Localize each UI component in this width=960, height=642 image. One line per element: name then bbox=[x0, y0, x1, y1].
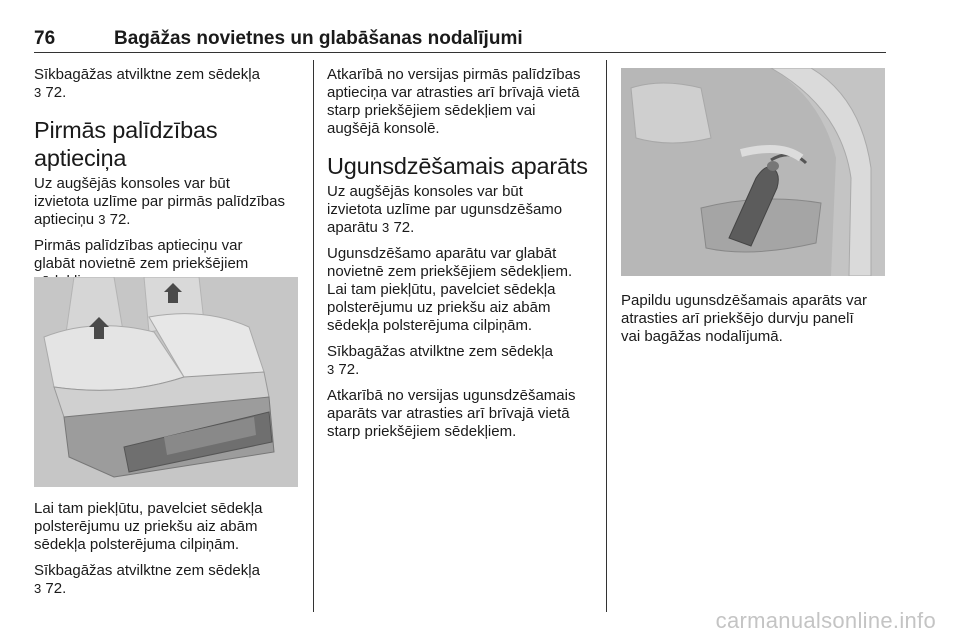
page-reference[interactable]: 72. bbox=[393, 219, 415, 236]
paragraph-extinguisher-label: Uz augšējās konsoles var būt izvietota uzlīme par ugunsdzēšamo aparātu 3 72. bbox=[327, 183, 563, 236]
figure-door-extinguisher bbox=[621, 68, 885, 276]
page-reference-icon: 3 bbox=[34, 581, 42, 596]
page-reference[interactable]: 72. bbox=[45, 580, 67, 597]
page-reference-icon: 3 bbox=[382, 220, 390, 235]
paragraph-storage-ref-2: Sīkbagāžas atvilktne zem sēdekļa 3 72. bbox=[34, 562, 260, 597]
paragraph-access-seat: Lai tam piekļūtu, pavelciet sēdekļa polsterējumu uz priekšu aiz abām sēdekļa polsterējuma cilpiņām. bbox=[34, 500, 263, 553]
seat-illustration bbox=[34, 277, 298, 487]
paragraph-extinguisher-storage: Ugunsdzēšamo aparātu var glabāt novietnē zem priekšējiem sēdekļiem. Lai tam piekļūtu, pavelciet sēdekļa polsterējumu uz priekšu aiz abām sēdekļa polsterējuma cilpiņām. bbox=[327, 245, 573, 334]
column-1-lower bbox=[34, 500, 304, 606]
page-reference[interactable]: 72. bbox=[109, 211, 131, 228]
page-number: 76 bbox=[34, 28, 56, 49]
paragraph-storage-ref-3: Sīkbagāžas atvilktne zem sēdekļa 3 72. bbox=[327, 343, 553, 378]
chapter-title: Bagāžas novietnes un glabāšanas nodalījumi bbox=[114, 28, 523, 49]
section-heading-first-aid: Pirmās palīdzības aptieciņa bbox=[34, 117, 218, 171]
paragraph-first-aid-storage: Pirmās palīdzības aptieciņu var glabāt novietnē zem priekšējiem bbox=[34, 237, 249, 272]
header-rule bbox=[34, 52, 886, 53]
watermark: carmanualsonline.info bbox=[715, 608, 936, 633]
paragraph-first-aid-label: Uz augšējās konsoles var būt izvietota uzlīme par pirmās palīdzības aptieciņu 3 72. bbox=[34, 175, 285, 228]
column-3 bbox=[621, 292, 891, 354]
column-divider-2 bbox=[606, 60, 607, 612]
paragraph-storage-ref: Sīkbagāžas atvilktne zem sēdekļa 3 72. bbox=[34, 66, 260, 101]
paragraph-extra-extinguisher: Papildu ugunsdzēšamais aparāts var atrasties arī priekšējo durvju panelī vai bagāžas nodalījumā. bbox=[621, 292, 867, 345]
column-divider-1 bbox=[313, 60, 314, 612]
figure-seat-storage bbox=[34, 277, 298, 487]
door-panel-illustration bbox=[621, 68, 885, 276]
column-2 bbox=[327, 66, 597, 449]
paragraph-extinguisher-location: Atkarībā no versijas ugunsdzēšamais aparāts var atrasties arī brīvajā vietā starp priekšējiem sēdekļiem. bbox=[327, 387, 576, 440]
page-reference[interactable]: 72. bbox=[338, 361, 360, 378]
page-reference-icon: 3 bbox=[34, 85, 42, 100]
page-reference[interactable]: 72. bbox=[45, 84, 67, 101]
page-reference-icon: 3 bbox=[327, 362, 335, 377]
page-reference-icon: 3 bbox=[98, 212, 106, 227]
page-header bbox=[34, 28, 886, 52]
section-heading-fire-extinguisher: Ugunsdzēšamais aparāts bbox=[327, 153, 588, 179]
paragraph-first-aid-location: Atkarībā no versijas pirmās palīdzības aptieciņa var atrasties arī brīvajā vietā starp priekšējiem sēdekļiem vai augšējā konsolē. bbox=[327, 66, 581, 137]
column-1 bbox=[34, 66, 304, 299]
